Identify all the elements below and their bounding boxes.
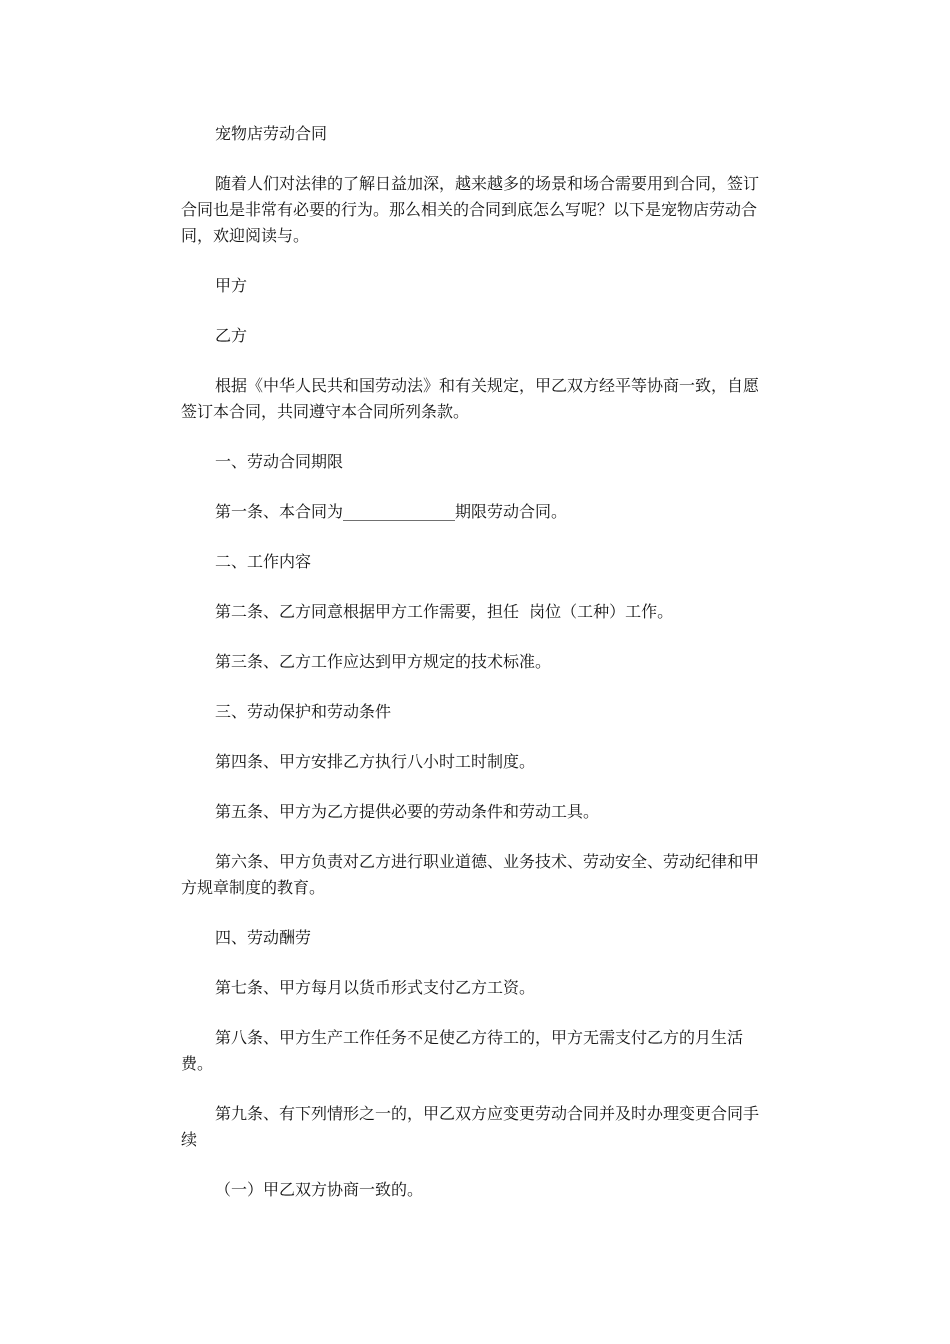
clause-paragraph: 第一条、本合同为______________期限劳动合同。: [215, 502, 568, 521]
section-heading: 一、劳动合同期限: [215, 452, 344, 471]
section-heading: 三、劳动保护和劳动条件: [215, 702, 392, 721]
clause-paragraph: 第九条、有下列情形之一的，甲乙双方应变更劳动合同并及时办理变更合同手续: [181, 1104, 760, 1149]
clause-paragraph: 第二条、乙方同意根据甲方工作需要，担任 岗位（工种）工作。: [215, 602, 674, 621]
clause-paragraph: 第四条、甲方安排乙方执行八小时工时制度。: [215, 752, 536, 771]
clause-paragraph: 第五条、甲方为乙方提供必要的劳动条件和劳动工具。: [215, 802, 600, 821]
section-heading: 二、工作内容: [215, 552, 312, 571]
section-heading: 四、劳动酬劳: [215, 928, 312, 947]
list-item: （一）甲乙双方协商一致的。: [215, 1180, 424, 1199]
intro-paragraph: 随着人们对法律的了解日益加深，越来越多的场景和场合需要用到合同，签订合同也是非常有必要的行为。那么相关的合同到底怎么写呢？以下是宠物店劳动合同，欢迎阅读与。: [181, 174, 760, 245]
preamble-paragraph: 根据《中华人民共和国劳动法》和有关规定，甲乙双方经平等协商一致，自愿签订本合同，共同遵守本合同所列条款。: [181, 376, 760, 421]
party-b-label: 乙方: [215, 326, 248, 345]
document-body: [181, 121, 771, 1227]
document-title: 宠物店劳动合同: [215, 124, 328, 143]
clause-paragraph: 第六条、甲方负责对乙方进行职业道德、业务技术、劳动安全、劳动纪律和甲方规章制度的教育。: [181, 852, 760, 897]
clause-paragraph: 第三条、乙方工作应达到甲方规定的技术标准。: [215, 652, 552, 671]
party-a-label: 甲方: [215, 276, 248, 295]
clause-paragraph: 第八条、甲方生产工作任务不足使乙方待工的，甲方无需支付乙方的月生活费。: [181, 1028, 744, 1073]
clause-paragraph: 第七条、甲方每月以货币形式支付乙方工资。: [215, 978, 536, 997]
